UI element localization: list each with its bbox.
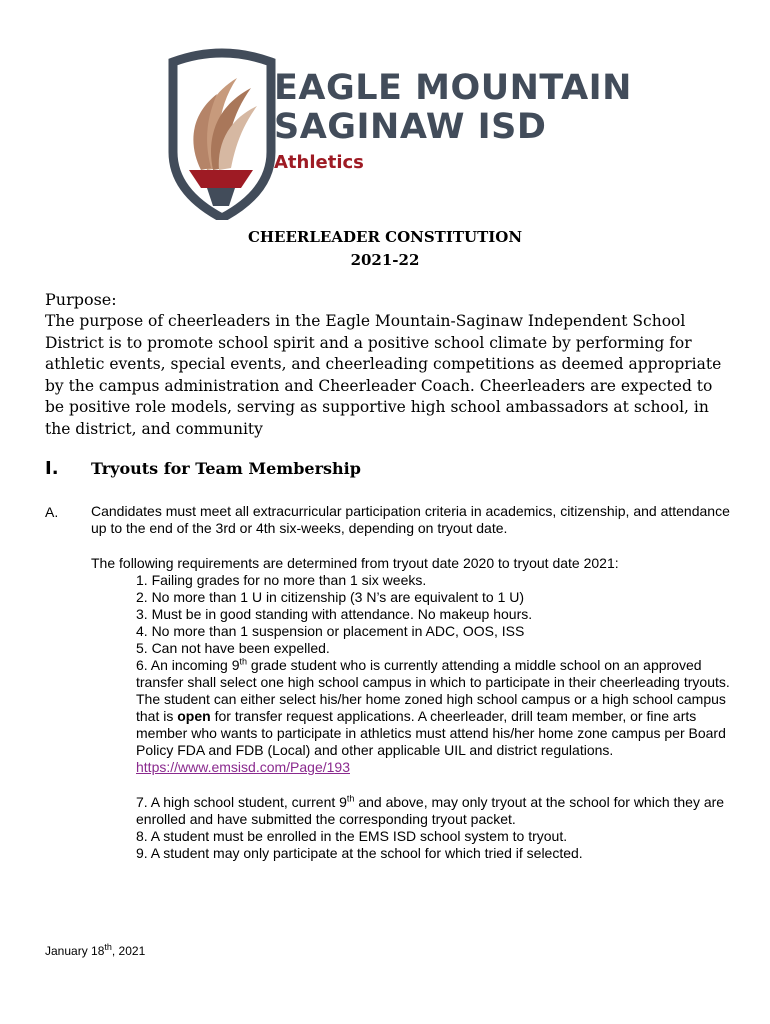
- requirement-item: 9. A student may only participate at the school for which tried if selected.: [136, 845, 583, 861]
- requirements-list: [136, 572, 736, 862]
- section-number: I.: [45, 458, 59, 479]
- requirement-item: 4. No more than 1 suspension or placement in ADC, OOS, ISS: [136, 623, 525, 639]
- requirement-text: 6. An incoming 9: [136, 657, 240, 673]
- requirement-text: and above, may only tryout at the school for which they are enrolled and have submitted the corresponding tryout packet.: [136, 794, 725, 827]
- logo-wordmark: [274, 68, 632, 173]
- superscript: th: [346, 793, 355, 804]
- section-title: Tryouts for Team Membership: [91, 459, 361, 478]
- shield-emblem-icon: [167, 42, 277, 220]
- requirements-intro: The following requirements are determined from tryout date 2020 to tryout date 2021:: [91, 555, 619, 571]
- purpose-label: Purpose:: [45, 290, 117, 309]
- requirement-text: 7. A high school student, current 9: [136, 794, 347, 810]
- logo-subtitle: Athletics: [274, 152, 364, 173]
- spacer: [136, 776, 736, 794]
- requirement-item: 5. Can not have been expelled.: [136, 640, 330, 656]
- requirement-item: [136, 657, 736, 776]
- subsection-text: Candidates must meet all extracurricular participation criteria in academics, citizenship, and attendance up to the end of the 3rd or 4th six-weeks, depending on tryout date.: [91, 503, 730, 536]
- footer-date-text: , 2021: [111, 944, 146, 958]
- requirement-text: for transfer request applications. A cheerleader, drill team member, or fine arts member who wants to participate in athletics must attend his/her home zone campus per Board Policy FDA and FDB (Local) and other applicable UIL and district regulations.: [136, 708, 726, 758]
- superscript: th: [104, 942, 112, 952]
- requirement-item: 1. Failing grades for no more than 1 six weeks.: [136, 572, 427, 588]
- requirement-item: [136, 794, 736, 828]
- requirement-item: 3. Must be in good standing with attendance. No makeup hours.: [136, 606, 533, 622]
- document-title: CHEERLEADER CONSTITUTION: [247, 228, 523, 246]
- footer-date: [45, 944, 145, 958]
- superscript: th: [239, 656, 248, 667]
- policy-link[interactable]: https://www.emsisd.com/Page/193: [136, 759, 350, 775]
- district-logo: [167, 42, 632, 222]
- logo-line-1: EAGLE MOUNTAIN: [274, 68, 632, 108]
- subsection-label: A.: [45, 504, 59, 520]
- footer-date-text: January 18: [45, 944, 105, 958]
- requirement-item: 2. No more than 1 U in citizenship (3 N’s are equivalent to 1 U): [136, 589, 525, 605]
- requirement-item: 8. A student must be enrolled in the EMS ISD school system to tryout.: [136, 828, 568, 844]
- logo-line-2: SAGINAW ISD: [274, 107, 547, 147]
- document-year: 2021-22: [350, 251, 420, 269]
- bold-text: open: [177, 708, 211, 724]
- purpose-paragraph: The purpose of cheerleaders in the Eagle Mountain-Saginaw Independent School District is to promote school spirit and a positive school climate by performing for athletic events, special events, and cheerleading competitions as deemed appropriate by the campus administration and Cheerleader Coach. Cheerleaders are expected to be positive role models, serving as supportive high school ambassadors at school, in the district, and community: [45, 312, 722, 438]
- requirement-text: grade student who is currently attending a middle school on an approved transfer shall select one high school campus in which to participate in their cheerleading tryouts. The student can either select his/her home zoned high school campus or a high school campus that is: [136, 657, 730, 724]
